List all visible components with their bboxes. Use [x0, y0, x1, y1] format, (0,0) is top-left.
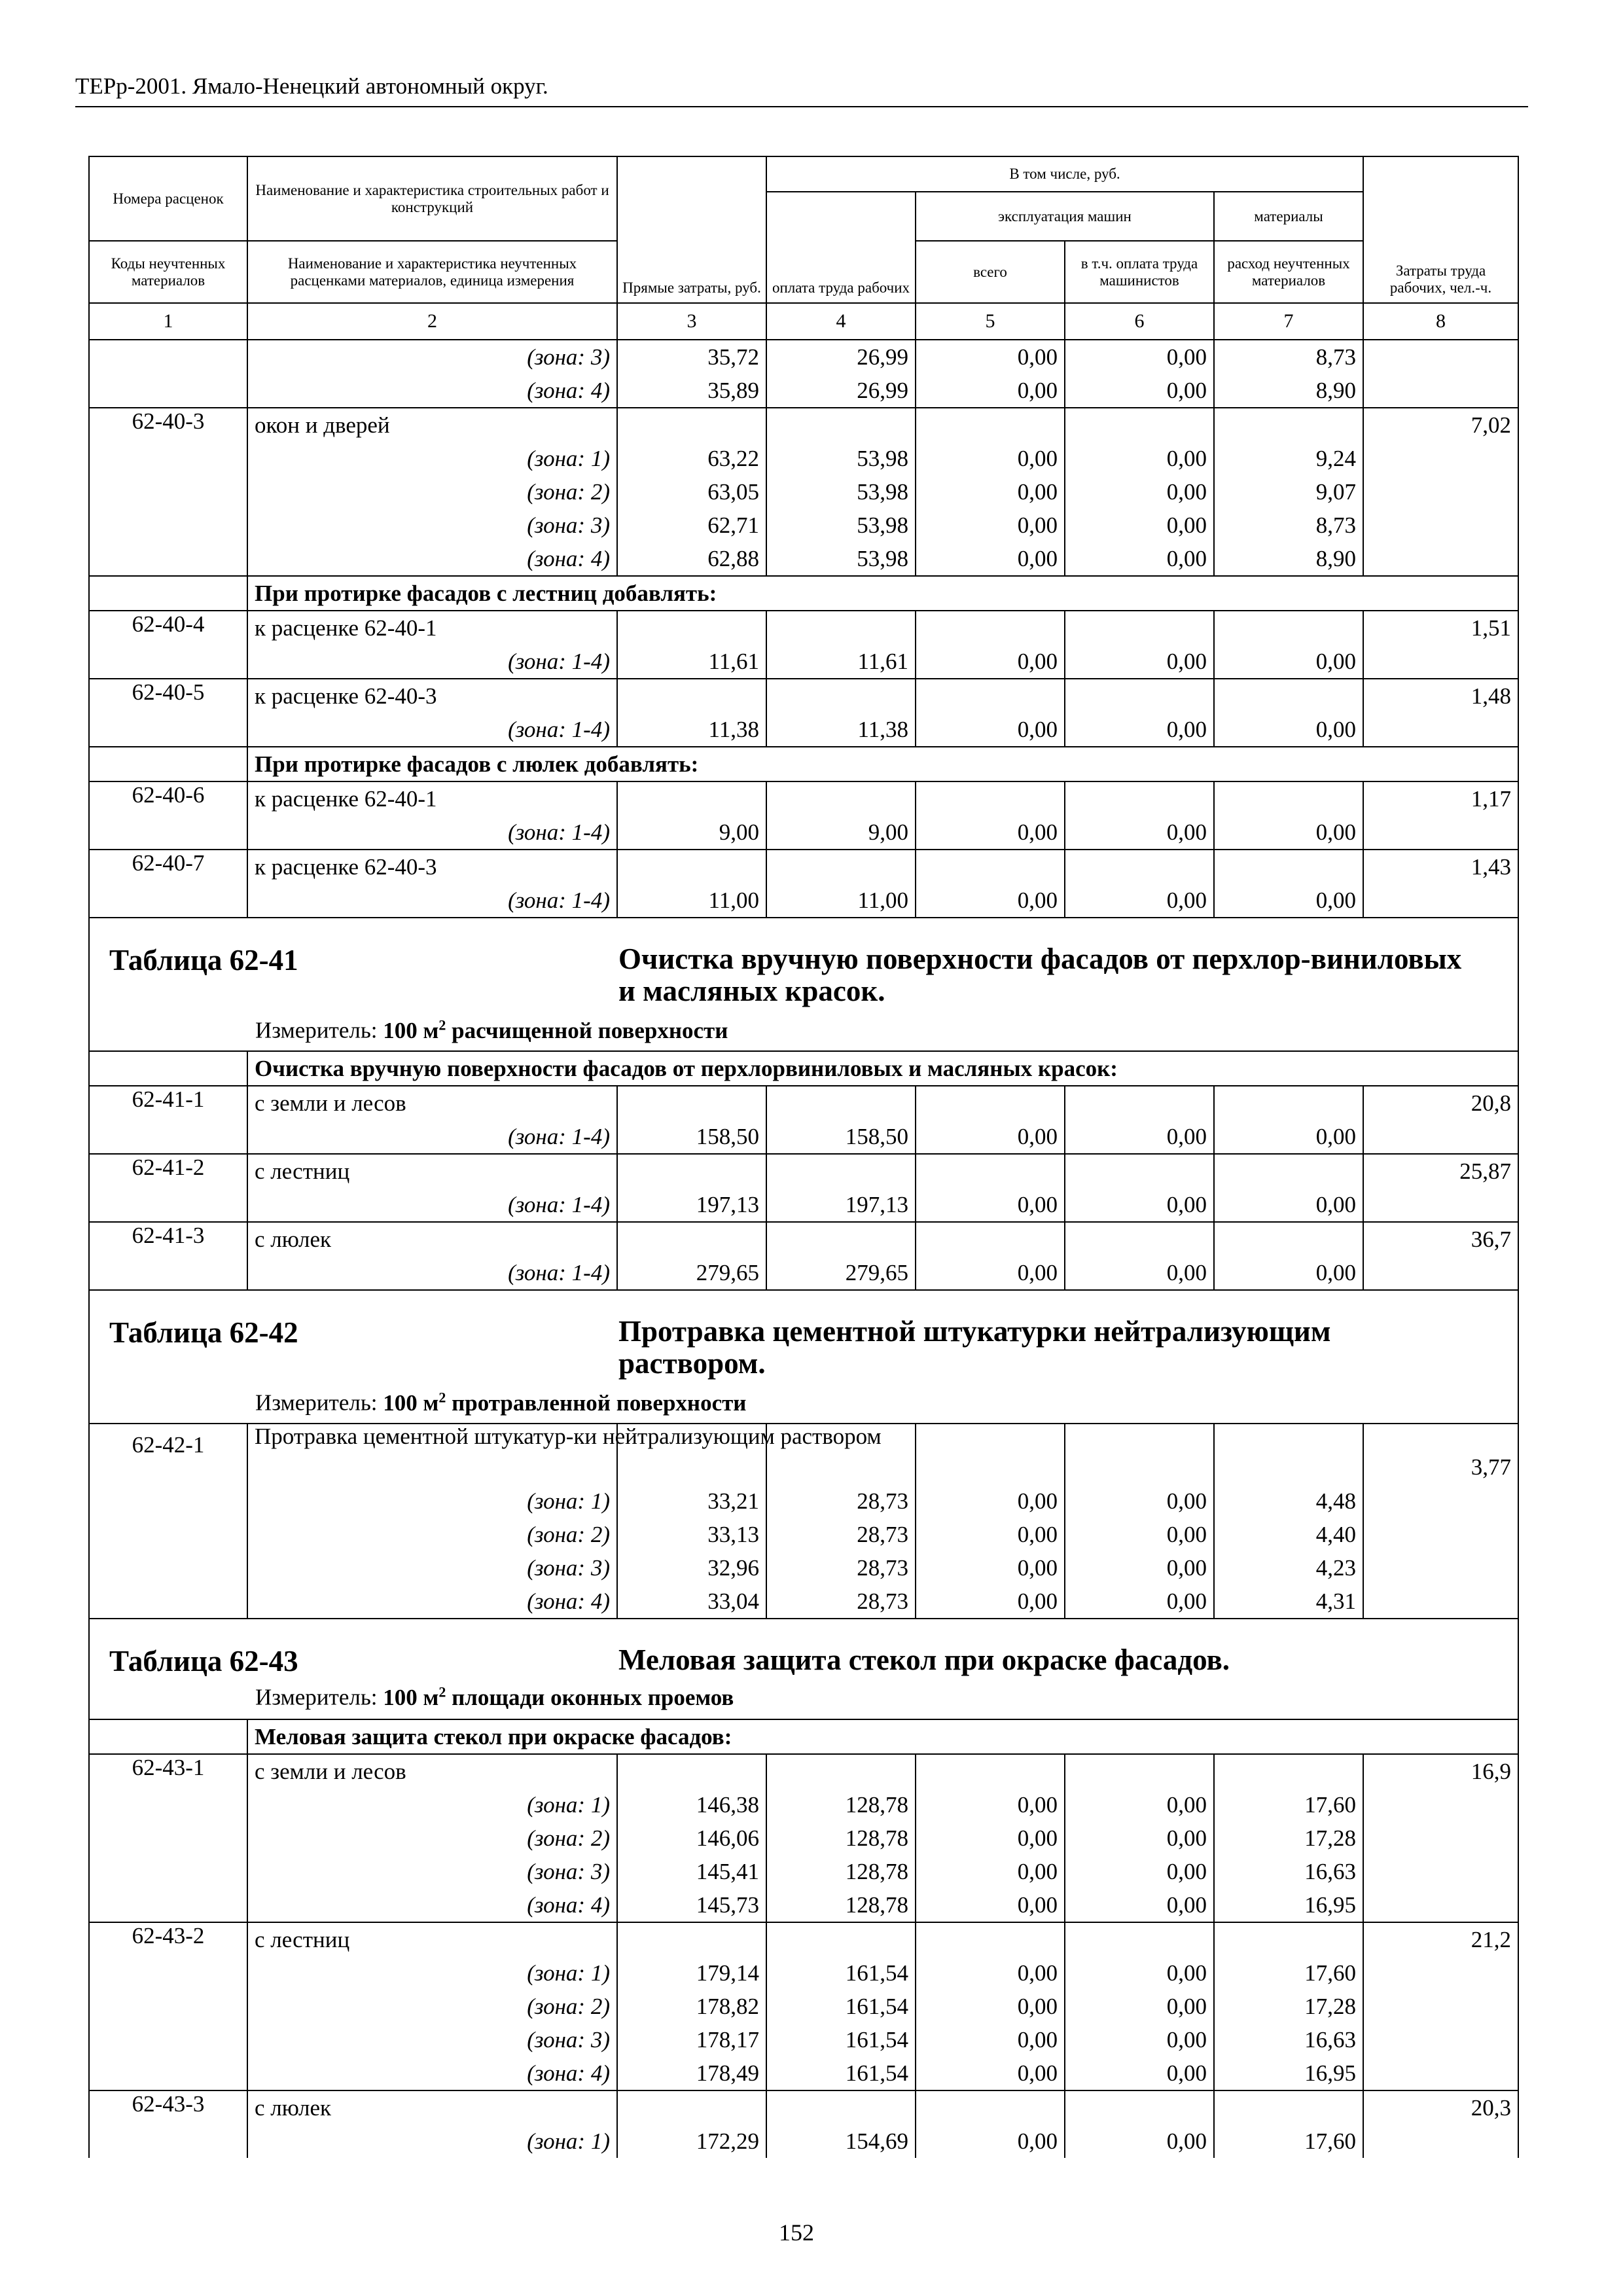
materials: 4,48 — [1214, 1484, 1363, 1518]
machines-total: 0,00 — [916, 509, 1065, 542]
labor-cost: 36,7 — [1363, 1222, 1518, 1256]
table-row — [89, 442, 1518, 475]
page-number: 152 — [779, 2219, 814, 2246]
wages: 28,73 — [766, 1484, 916, 1518]
machines-total: 0,00 — [916, 1585, 1065, 1619]
materials: 0,00 — [1214, 645, 1363, 679]
wages: 53,98 — [766, 542, 916, 576]
table-row — [89, 1788, 1518, 1821]
zone-label: (зона: 2) — [247, 1518, 617, 1551]
zone-label: (зона: 1-4) — [247, 1256, 617, 1290]
wages: 128,78 — [766, 1855, 916, 1888]
machinist-wages: 0,00 — [1065, 542, 1214, 576]
direct-cost: 33,04 — [617, 1585, 766, 1619]
wages: 197,13 — [766, 1188, 916, 1222]
direct-cost: 11,00 — [617, 884, 766, 918]
table-row — [89, 509, 1518, 542]
col-number: 1 — [89, 303, 247, 340]
zone-label: (зона: 2) — [247, 1990, 617, 2023]
table-row — [89, 542, 1518, 576]
wages: 28,73 — [766, 1585, 916, 1619]
machinist-wages: 0,00 — [1065, 2056, 1214, 2090]
zone-label: (зона: 4) — [247, 542, 617, 576]
rate-code: 62-43-1 — [89, 1754, 247, 1788]
materials: 16,95 — [1214, 1888, 1363, 1922]
direct-cost: 35,72 — [617, 340, 766, 374]
measurement-unit: Измеритель: 100 $м^2$ площади оконных проемов — [255, 1683, 734, 1710]
wages: 53,98 — [766, 442, 916, 475]
table-row — [89, 1990, 1518, 2023]
zone-label: (зона: 2) — [247, 1821, 617, 1855]
section-row — [89, 747, 1518, 781]
machines-total: 0,00 — [916, 1518, 1065, 1551]
machinist-wages: 0,00 — [1065, 2125, 1214, 2158]
section-heading: При протирке фасадов с лестниц добавлять: — [247, 576, 1518, 611]
machines-total: 0,00 — [916, 2056, 1065, 2090]
rate-code: 62-43-2 — [89, 1922, 247, 1956]
table-row — [89, 374, 1518, 408]
table-heading-62-43 — [89, 1619, 1518, 1719]
machines-total: 0,00 — [916, 816, 1065, 850]
zone-label: (зона: 1-4) — [247, 884, 617, 918]
wages: 161,54 — [766, 1990, 916, 2023]
section-heading: Меловая защита стекол при окраске фасадов: — [247, 1719, 1518, 1754]
direct-cost: 178,17 — [617, 2023, 766, 2056]
machinist-wages: 0,00 — [1065, 1956, 1214, 1990]
wages: 279,65 — [766, 1256, 916, 1290]
machinist-wages: 0,00 — [1065, 509, 1214, 542]
machinist-wages: 0,00 — [1065, 475, 1214, 509]
labor-cost: 16,9 — [1363, 1754, 1518, 1788]
wages: 53,98 — [766, 475, 916, 509]
materials: 4,31 — [1214, 1585, 1363, 1619]
wages: 128,78 — [766, 1821, 916, 1855]
labor-cost: 20,8 — [1363, 1086, 1518, 1120]
table-row — [89, 679, 1518, 713]
materials: 16,95 — [1214, 2056, 1363, 2090]
wages: 128,78 — [766, 1888, 916, 1922]
machines-total: 0,00 — [916, 1855, 1065, 1888]
header-rule — [75, 106, 1528, 107]
zone-label: (зона: 1-4) — [247, 816, 617, 850]
table-title: Очистка вручную поверхности фасадов от перхлор-виниловых и масляных красок. — [618, 942, 1462, 1007]
table-row — [89, 1922, 1518, 1956]
machinist-wages: 0,00 — [1065, 1188, 1214, 1222]
section-row — [89, 1719, 1518, 1754]
zone-label: (зона: 4) — [247, 1888, 617, 1922]
direct-cost: 197,13 — [617, 1188, 766, 1222]
wages: 128,78 — [766, 1788, 916, 1821]
materials: 16,63 — [1214, 2023, 1363, 2056]
zone-label: (зона: 1-4) — [247, 645, 617, 679]
direct-cost: 33,13 — [617, 1518, 766, 1551]
machinist-wages: 0,00 — [1065, 884, 1214, 918]
table-title: Меловая защита стекол при окраске фасадов. — [618, 1643, 1230, 1676]
direct-cost: 146,38 — [617, 1788, 766, 1821]
materials: 17,28 — [1214, 1990, 1363, 2023]
header-labor-costs: Затраты труда рабочих, чел.-ч. — [1363, 156, 1518, 303]
wages: 11,38 — [766, 713, 916, 747]
header-work-name: Наименование и характеристика строительных работ и конструкций — [247, 156, 617, 241]
wages: 11,61 — [766, 645, 916, 679]
col-number: 2 — [247, 303, 617, 340]
machinist-wages: 0,00 — [1065, 816, 1214, 850]
machines-total: 0,00 — [916, 1120, 1065, 1154]
zone-label: (зона: 1-4) — [247, 713, 617, 747]
table-row — [89, 1188, 1518, 1222]
wages: 28,73 — [766, 1518, 916, 1551]
materials: 8,90 — [1214, 374, 1363, 408]
rate-name: с люлек — [247, 1222, 617, 1256]
machinist-wages: 0,00 — [1065, 645, 1214, 679]
direct-cost: 178,49 — [617, 2056, 766, 2090]
measurement-unit: Измеритель: 100 $м^2$ протравленной поверхности — [255, 1389, 747, 1416]
rate-name: Протравка цементной штукатур-ки нейтрализующим раствором — [247, 1424, 617, 1484]
machinist-wages: 0,00 — [1065, 1551, 1214, 1585]
section-heading: При протирке фасадов с люлек добавлять: — [247, 747, 1518, 781]
materials: 0,00 — [1214, 1120, 1363, 1154]
direct-cost: 35,89 — [617, 374, 766, 408]
machines-total: 0,00 — [916, 542, 1065, 576]
machinist-wages: 0,00 — [1065, 1788, 1214, 1821]
header-rate-numbers: Номера расценок — [89, 156, 247, 241]
direct-cost: 63,05 — [617, 475, 766, 509]
table-row — [89, 1821, 1518, 1855]
table-row — [89, 781, 1518, 816]
materials: 8,90 — [1214, 542, 1363, 576]
machinist-wages: 0,00 — [1065, 340, 1214, 374]
zone-label: (зона: 1-4) — [247, 1120, 617, 1154]
table-row — [89, 340, 1518, 374]
machinist-wages: 0,00 — [1065, 1518, 1214, 1551]
machines-total: 0,00 — [916, 1888, 1065, 1922]
rate-name: к расценке 62-40-1 — [247, 611, 617, 645]
table-row — [89, 1754, 1518, 1788]
col-number: 8 — [1363, 303, 1518, 340]
table-row — [89, 1222, 1518, 1256]
header-material-consumption: расход неучтенных материалов — [1214, 241, 1363, 303]
direct-cost: 158,50 — [617, 1120, 766, 1154]
col-number: 7 — [1214, 303, 1363, 340]
rate-code: 62-42-1 — [89, 1424, 247, 1484]
materials: 17,60 — [1214, 2125, 1363, 2158]
wages: 9,00 — [766, 816, 916, 850]
table-row — [89, 884, 1518, 918]
table-row — [89, 1551, 1518, 1585]
table-row — [89, 1585, 1518, 1619]
section-heading: Очистка вручную поверхности фасадов от перхлорвиниловых и масляных красок: — [247, 1051, 1518, 1086]
col-number: 4 — [766, 303, 916, 340]
measurement-unit: Измеритель: 100 $м^2$ расчищенной поверхности — [255, 1016, 728, 1043]
zone-label: (зона: 4) — [247, 2056, 617, 2090]
materials: 17,60 — [1214, 1956, 1363, 1990]
zone-label: (зона: 1) — [247, 2125, 617, 2158]
table-row — [89, 1956, 1518, 1990]
table-row — [89, 850, 1518, 884]
zone-label: (зона: 1) — [247, 442, 617, 475]
direct-cost: 178,82 — [617, 1990, 766, 2023]
machines-total: 0,00 — [916, 645, 1065, 679]
labor-cost: 25,87 — [1363, 1154, 1518, 1188]
table-row — [89, 1855, 1518, 1888]
section-row — [89, 1051, 1518, 1086]
direct-cost: 11,38 — [617, 713, 766, 747]
labor-cost: 1,51 — [1363, 611, 1518, 645]
table-row — [89, 611, 1518, 645]
materials: 17,60 — [1214, 1788, 1363, 1821]
zone-label: (зона: 3) — [247, 509, 617, 542]
machinist-wages: 0,00 — [1065, 1821, 1214, 1855]
materials: 16,63 — [1214, 1855, 1363, 1888]
machinist-wages: 0,00 — [1065, 374, 1214, 408]
rate-code: 62-40-3 — [89, 408, 247, 442]
machines-total: 0,00 — [916, 340, 1065, 374]
direct-cost: 33,21 — [617, 1484, 766, 1518]
table-row — [89, 713, 1518, 747]
direct-cost: 145,41 — [617, 1855, 766, 1888]
materials: 0,00 — [1214, 816, 1363, 850]
zone-label: (зона: 3) — [247, 340, 617, 374]
header-direct-costs: Прямые затраты, руб. — [617, 156, 766, 303]
wages: 161,54 — [766, 1956, 916, 1990]
direct-cost: 146,06 — [617, 1821, 766, 1855]
table-heading-62-41 — [89, 918, 1518, 1051]
rate-code: 62-40-6 — [89, 781, 247, 816]
machines-total: 0,00 — [916, 1484, 1065, 1518]
header-material-name: Наименование и характеристика неучтенных расценками материалов, единица измерения — [247, 241, 617, 303]
materials: 4,40 — [1214, 1518, 1363, 1551]
col-number: 6 — [1065, 303, 1214, 340]
table-row — [89, 1518, 1518, 1551]
labor-cost: 7,02 — [1363, 408, 1518, 442]
labor-cost: 3,77 — [1363, 1424, 1518, 1484]
rate-name: к расценке 62-40-3 — [247, 679, 617, 713]
direct-cost: 179,14 — [617, 1956, 766, 1990]
machines-total: 0,00 — [916, 713, 1065, 747]
wages: 154,69 — [766, 2125, 916, 2158]
zone-label: (зона: 1) — [247, 1484, 617, 1518]
zone-label: (зона: 1) — [247, 1956, 617, 1990]
machinist-wages: 0,00 — [1065, 1888, 1214, 1922]
zone-label: (зона: 4) — [247, 1585, 617, 1619]
rates-table — [88, 156, 1519, 2158]
direct-cost: 11,61 — [617, 645, 766, 679]
machinist-wages: 0,00 — [1065, 1120, 1214, 1154]
materials: 9,24 — [1214, 442, 1363, 475]
rate-code: 62-43-3 — [89, 2090, 247, 2125]
table-row — [89, 1120, 1518, 1154]
header-materials: материалы — [1214, 192, 1363, 241]
rate-name: с земли и лесов — [247, 1754, 617, 1788]
labor-cost: 1,43 — [1363, 850, 1518, 884]
rate-code: 62-41-3 — [89, 1222, 247, 1256]
materials: 8,73 — [1214, 509, 1363, 542]
wages: 26,99 — [766, 340, 916, 374]
rate-code: 62-40-4 — [89, 611, 247, 645]
wages: 161,54 — [766, 2023, 916, 2056]
running-head: ТЕРр-2001. Ямало-Ненецкий автономный округ. — [75, 73, 548, 99]
rate-name: с лестниц — [247, 1922, 617, 1956]
machines-total: 0,00 — [916, 884, 1065, 918]
table-row — [89, 1484, 1518, 1518]
materials: 9,07 — [1214, 475, 1363, 509]
zone-label: (зона: 2) — [247, 475, 617, 509]
materials: 17,28 — [1214, 1821, 1363, 1855]
machines-total: 0,00 — [916, 2023, 1065, 2056]
machines-total: 0,00 — [916, 1788, 1065, 1821]
header-including: В том числе, руб. — [766, 156, 1363, 192]
zone-label: (зона: 3) — [247, 1551, 617, 1585]
zone-label: (зона: 3) — [247, 1855, 617, 1888]
machinist-wages: 0,00 — [1065, 442, 1214, 475]
zone-label: (зона: 4) — [247, 374, 617, 408]
section-row — [89, 576, 1518, 611]
direct-cost: 62,71 — [617, 509, 766, 542]
machines-total: 0,00 — [916, 1821, 1065, 1855]
rate-name: с люлек — [247, 2090, 617, 2125]
table-row — [89, 2090, 1518, 2125]
rate-code: 62-41-1 — [89, 1086, 247, 1120]
materials: 0,00 — [1214, 1256, 1363, 1290]
zone-label: (зона: 1) — [247, 1788, 617, 1821]
machinist-wages: 0,00 — [1065, 1256, 1214, 1290]
rate-code: 62-40-5 — [89, 679, 247, 713]
materials: 0,00 — [1214, 1188, 1363, 1222]
machines-total: 0,00 — [916, 374, 1065, 408]
direct-cost: 9,00 — [617, 816, 766, 850]
rate-name: с земли и лесов — [247, 1086, 617, 1120]
table-number: Таблица 62-43 — [109, 1645, 298, 1677]
machines-total: 0,00 — [916, 1256, 1065, 1290]
zone-label: (зона: 1-4) — [247, 1188, 617, 1222]
col-number: 3 — [617, 303, 766, 340]
materials: 4,23 — [1214, 1551, 1363, 1585]
table-row — [89, 1888, 1518, 1922]
labor-cost: 1,17 — [1363, 781, 1518, 816]
machines-total: 0,00 — [916, 1990, 1065, 2023]
machinist-wages: 0,00 — [1065, 1484, 1214, 1518]
direct-cost: 145,73 — [617, 1888, 766, 1922]
wages: 28,73 — [766, 1551, 916, 1585]
machines-total: 0,00 — [916, 442, 1065, 475]
table-row — [89, 1154, 1518, 1188]
header-machines-total: всего — [916, 241, 1065, 303]
machines-total: 0,00 — [916, 475, 1065, 509]
labor-cost: 1,48 — [1363, 679, 1518, 713]
machinist-wages: 0,00 — [1065, 1990, 1214, 2023]
table-title: Протравка цементной штукатурки нейтрализующим раствором. — [618, 1315, 1331, 1380]
rate-name: с лестниц — [247, 1154, 617, 1188]
table-row — [89, 2056, 1518, 2090]
machines-total: 0,00 — [916, 1551, 1065, 1585]
table-row — [89, 1256, 1518, 1290]
wages: 11,00 — [766, 884, 916, 918]
materials: 0,00 — [1214, 713, 1363, 747]
materials: 0,00 — [1214, 884, 1363, 918]
header-wages: оплата труда рабочих — [766, 192, 916, 303]
table-row — [89, 408, 1518, 442]
machines-total: 0,00 — [916, 2125, 1065, 2158]
machinist-wages: 0,00 — [1065, 2023, 1214, 2056]
header-machinist-wages: в т.ч. оплата труда машинистов — [1065, 241, 1214, 303]
materials: 8,73 — [1214, 340, 1363, 374]
direct-cost: 279,65 — [617, 1256, 766, 1290]
wages: 158,50 — [766, 1120, 916, 1154]
wages: 26,99 — [766, 374, 916, 408]
wages: 161,54 — [766, 2056, 916, 2090]
rate-code: 62-40-7 — [89, 850, 247, 884]
table-row — [89, 1086, 1518, 1120]
table-row — [89, 816, 1518, 850]
machinist-wages: 0,00 — [1065, 713, 1214, 747]
rate-code: 62-41-2 — [89, 1154, 247, 1188]
header-material-codes: Коды неучтенных материалов — [89, 241, 247, 303]
machines-total: 0,00 — [916, 1188, 1065, 1222]
table-heading-62-42 — [89, 1290, 1518, 1424]
table-row — [89, 2023, 1518, 2056]
rate-name: к расценке 62-40-3 — [247, 850, 617, 884]
table-number: Таблица 62-41 — [109, 944, 298, 977]
direct-cost: 172,29 — [617, 2125, 766, 2158]
table-row — [89, 475, 1518, 509]
machines-total: 0,00 — [916, 1956, 1065, 1990]
wages: 53,98 — [766, 509, 916, 542]
table-row — [89, 2125, 1518, 2158]
machinist-wages: 0,00 — [1065, 1585, 1214, 1619]
labor-cost: 21,2 — [1363, 1922, 1518, 1956]
labor-cost: 20,3 — [1363, 2090, 1518, 2125]
direct-cost: 63,22 — [617, 442, 766, 475]
rate-name: к расценке 62-40-1 — [247, 781, 617, 816]
header-machines: эксплуатация машин — [916, 192, 1214, 241]
table-row — [89, 645, 1518, 679]
table-row — [89, 1424, 1518, 1484]
zone-label: (зона: 3) — [247, 2023, 617, 2056]
machinist-wages: 0,00 — [1065, 1855, 1214, 1888]
col-number: 5 — [916, 303, 1065, 340]
table-number: Таблица 62-42 — [109, 1316, 298, 1349]
rate-name: окон и дверей — [247, 408, 617, 442]
direct-cost: 62,88 — [617, 542, 766, 576]
direct-cost: 32,96 — [617, 1551, 766, 1585]
